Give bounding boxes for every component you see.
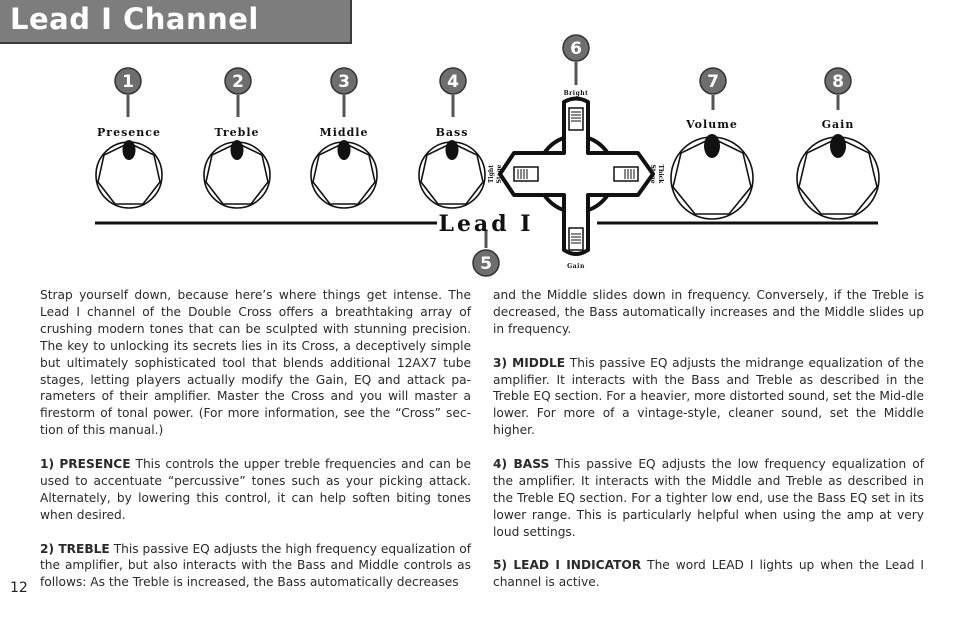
control-panel-diagram <box>0 0 954 285</box>
cross-gain-label: Gain <box>567 263 585 270</box>
bass-knob[interactable] <box>419 140 485 208</box>
svg-text:2: 2 <box>232 72 244 92</box>
bass-heading: 4) BASS <box>493 457 550 472</box>
middle-text: This passive EQ adjusts the midrange equalization of the amplifier. It interacts with the Bass and Treble as described in the Treble EQ section. For a heavier, more distorted sound, set the Mid-dle lower. For more of a vintage-style, cleaner sound, set the Middle higher. <box>493 355 924 438</box>
treble-knob[interactable] <box>204 140 270 208</box>
middle-heading: 3) MIDDLE <box>493 355 566 370</box>
page-number: 12 <box>10 580 28 596</box>
presence-text: This controls the upper treble frequencies and can be used to accentuate “percussive” tones such as your picking attack. Alternately, by lowering this control, it can help soften biting tones when desired. <box>40 457 472 522</box>
treble-text: This passive EQ adjusts the high frequency equalization of the amplifier, but also interacts with the Bass and Middle controls as follows: As the Treble is increased, the Bass automatically decreases <box>40 541 472 590</box>
callout-4 <box>440 68 466 94</box>
treble-heading: 2) TREBLE <box>40 541 110 556</box>
callout-3 <box>331 68 357 94</box>
treble-continued-paragraph: and the Middle slides down in frequency. Conversely, if the Treble is decreased, the Bass automatically increases and the Middle slides up in frequency. <box>493 288 924 336</box>
svg-text:5: 5 <box>480 254 492 274</box>
gain-label: Gain <box>821 118 855 131</box>
presence-label: Presence <box>97 126 161 139</box>
stage-label-left: Stage <box>496 164 503 184</box>
volume-knob[interactable] <box>671 134 753 219</box>
svg-text:4: 4 <box>447 72 459 92</box>
tight-stage-switch[interactable] <box>514 167 538 181</box>
svg-text:3: 3 <box>338 72 350 92</box>
bright-switch[interactable] <box>569 108 583 130</box>
callout-6 <box>563 35 589 61</box>
cross-gain-switch[interactable] <box>569 228 583 250</box>
lead-indicator-paragraph <box>493 557 924 591</box>
cross-control <box>488 90 664 270</box>
thick-label: Thick <box>657 164 664 184</box>
callout-8 <box>825 68 851 94</box>
middle-paragraph <box>493 355 924 440</box>
svg-text:1: 1 <box>122 72 134 92</box>
callout-2 <box>225 68 251 94</box>
bass-paragraph <box>493 456 924 541</box>
presence-heading: 1) PRESENCE <box>40 457 131 472</box>
callout-7 <box>700 68 726 94</box>
callout-1 <box>115 68 141 94</box>
gain-knob[interactable] <box>797 134 879 219</box>
tight-label: Tight <box>488 164 495 184</box>
intro-paragraph: Strap yourself down, because here’s where things get intense. The Lead I channel of the Double Cross offers a breathtaking array of crushing modern tones that can be sculpted with stunning precision. The key to unlocking its secrets lies in its Cross, a deceptively simple but ultimately sophisticated tool that blends additional 12AX7 tube stages, letting players actually modify the Gain, EQ and attack pa-rameters of their amplifier. Master the Cross and you will master a firestorm of tonal power. (For more information, see the “Cross” sec-tion of this manual.) <box>40 288 471 438</box>
svg-text:6: 6 <box>570 39 582 59</box>
page-title: Lead I Channel <box>10 2 259 36</box>
bright-label: Bright <box>563 90 589 97</box>
presence-paragraph <box>40 456 471 524</box>
presence-knob[interactable] <box>96 140 162 208</box>
treble-label: Treble <box>214 126 260 139</box>
lead-indicator-text: The word LEAD I lights up when the Lead I channel is active. <box>493 558 925 590</box>
callout-5 <box>473 250 499 276</box>
stage-label-right: Stage <box>649 164 656 184</box>
treble-paragraph <box>40 541 471 592</box>
volume-label: Volume <box>686 118 738 131</box>
left-column <box>40 287 471 608</box>
thick-stage-switch[interactable] <box>614 167 638 181</box>
lead-i-label: Lead I <box>438 211 534 237</box>
bass-label: Bass <box>435 126 469 139</box>
svg-text:7: 7 <box>707 72 719 92</box>
bass-text: This passive EQ adjusts the low frequency equalization of the amplifier. It interacts with the Middle and Treble as described in the Treble EQ section. For a tighter low end, use the Bass EQ set in its lower range. This is particularly helpful when using the amp at very loud settings. <box>493 457 924 539</box>
middle-label: Middle <box>319 126 369 139</box>
svg-text:8: 8 <box>832 72 844 92</box>
lead-indicator-heading: 5) LEAD I INDICATOR <box>493 558 642 573</box>
middle-knob[interactable] <box>311 140 377 208</box>
right-column <box>493 287 924 608</box>
